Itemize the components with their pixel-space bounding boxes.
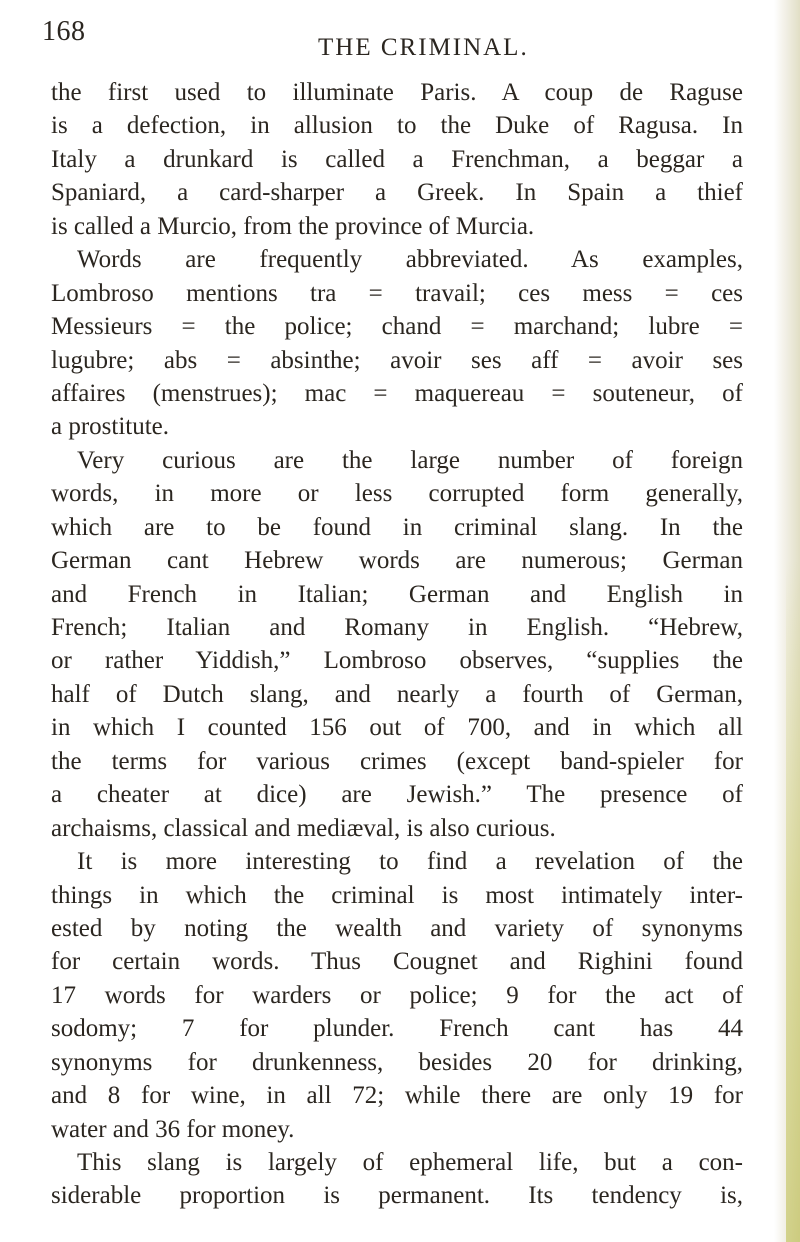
- text-line: is called a Murcio, from the province of Murcia.: [51, 212, 535, 240]
- page-edge-tint: [786, 560, 800, 1242]
- text-line: and 8 for wine, in all 72; while there are only 19 for: [51, 1082, 743, 1110]
- text-line: Very curious are the large number of foreign: [77, 446, 743, 474]
- page-number: 168: [42, 16, 86, 47]
- text-line: Messieurs = the police; chand = marchand; lubre =: [51, 313, 743, 341]
- text-line: archaisms, classical and mediæval, is also curious.: [51, 814, 556, 842]
- text-line: ested by noting the wealth and variety of synonyms: [51, 914, 743, 942]
- text-line: German cant Hebrew words are numerous; German: [51, 547, 743, 575]
- text-line: is a defection, in allusion to the Duke of Ragusa. In: [51, 112, 743, 140]
- text-line: Italy a drunkard is called a Frenchman, a beggar a: [51, 145, 743, 173]
- text-line: synonyms for drunkenness, besides 20 for drinking,: [51, 1048, 743, 1076]
- body-text: [51, 76, 743, 1213]
- text-line: half of Dutch slang, and nearly a fourth of German,: [51, 680, 743, 708]
- text-line: for certain words. Thus Cougnet and Righini found: [51, 948, 743, 976]
- text-line: words, in more or less corrupted form generally,: [51, 480, 743, 508]
- text-line: French; Italian and Romany in English. “Hebrew,: [51, 614, 743, 641]
- text-line: siderable proportion is permanent. Its tendency is,: [51, 1182, 743, 1210]
- text-line: It is more interesting to find a revelation of the: [77, 848, 743, 876]
- text-line: Spaniard, a card-sharper a Greek. In Spain a thief: [51, 179, 743, 207]
- text-line: water and 36 for money.: [51, 1115, 295, 1143]
- text-line: a prostitute.: [51, 413, 170, 441]
- text-line: 17 words for warders or police; 9 for the act of: [51, 981, 743, 1009]
- text-line: Lombroso mentions tra = travail; ces mess = ces: [51, 279, 743, 307]
- text-line: in which I counted 156 out of 700, and in which all: [51, 714, 743, 742]
- text-line: the terms for various crimes (except band-spieler for: [51, 747, 743, 775]
- text-line: things in which the criminal is most intimately inter-: [51, 881, 743, 909]
- text-line: and French in Italian; German and English in: [51, 580, 743, 608]
- text-line: the first used to illuminate Paris. A coup de Raguse: [51, 79, 743, 106]
- text-line: which are to be found in criminal slang. In the: [51, 513, 743, 541]
- text-line: Words are frequently abbreviated. As examples,: [77, 246, 743, 274]
- text-line: sodomy; 7 for plunder. French cant has 44: [51, 1015, 743, 1043]
- running-head-title: THE CRIMINAL.: [318, 34, 529, 61]
- text-line: lugubre; abs = absinthe; avoir ses aff = avoir ses: [51, 346, 743, 374]
- text-line: or rather Yiddish,” Lombroso observes, “supplies the: [51, 647, 743, 675]
- text-line: a cheater at dice) are Jewish.” The presence of: [51, 781, 743, 809]
- text-line: This slang is largely of ephemeral life, but a con-: [77, 1149, 743, 1176]
- text-line: affaires (menstrues); mac = maquereau = souteneur, of: [51, 379, 743, 407]
